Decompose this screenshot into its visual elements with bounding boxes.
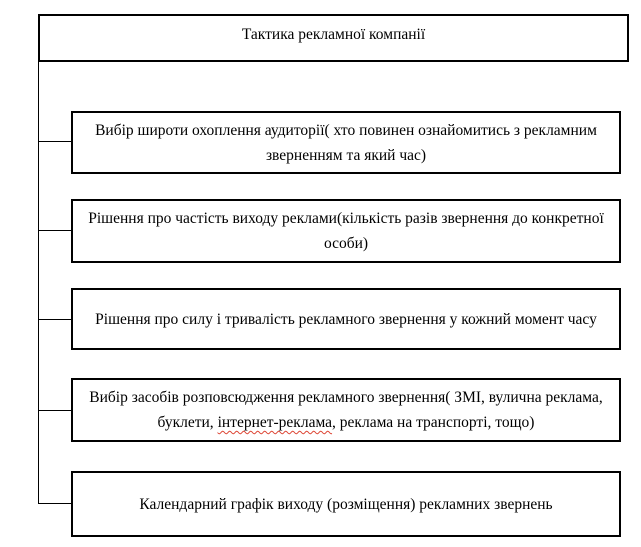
tactic-item-text: [83, 385, 609, 435]
tactic-item-audience-reach: [71, 111, 621, 174]
connector-trunk: [38, 62, 39, 504]
tactic-item-calendar-schedule: [71, 471, 621, 537]
diagram-title: Тактика рекламної компанії: [241, 26, 426, 43]
tactic-item-strength-duration: [71, 288, 621, 350]
connector-branch-2: [38, 230, 71, 231]
tactic-item-text-after: , реклама на транспорті, тощо): [332, 414, 535, 431]
diagram-title-box: [38, 14, 629, 62]
tactic-item-media-channels: [71, 378, 621, 442]
tactic-item-text-before: Вибір засобів розповсюдження рекламного звернення( ЗМІ, вулична реклама, буклети,: [89, 389, 603, 431]
tactic-item-frequency: [71, 199, 621, 263]
spellcheck-marked-word: інтернет-реклама: [217, 414, 333, 431]
tactic-item-text: Рішення про силу і тривалість рекламного звернення у кожний момент часу: [95, 310, 597, 328]
connector-branch-3: [38, 319, 71, 320]
connector-branch-4: [38, 410, 71, 411]
tactic-item-text: Вибір широти охоплення аудиторії( хто повинен ознайомитись з рекламним зверненням та який час): [95, 121, 597, 164]
tactic-item-text: Календарний графік виходу (розміщення) рекламних звернень: [139, 495, 553, 513]
tactic-item-text: Рішення про частість виходу реклами(кількість разів звернення до конкретної особи): [88, 210, 604, 252]
connector-branch-1: [38, 141, 71, 142]
connector-branch-5: [38, 503, 71, 504]
